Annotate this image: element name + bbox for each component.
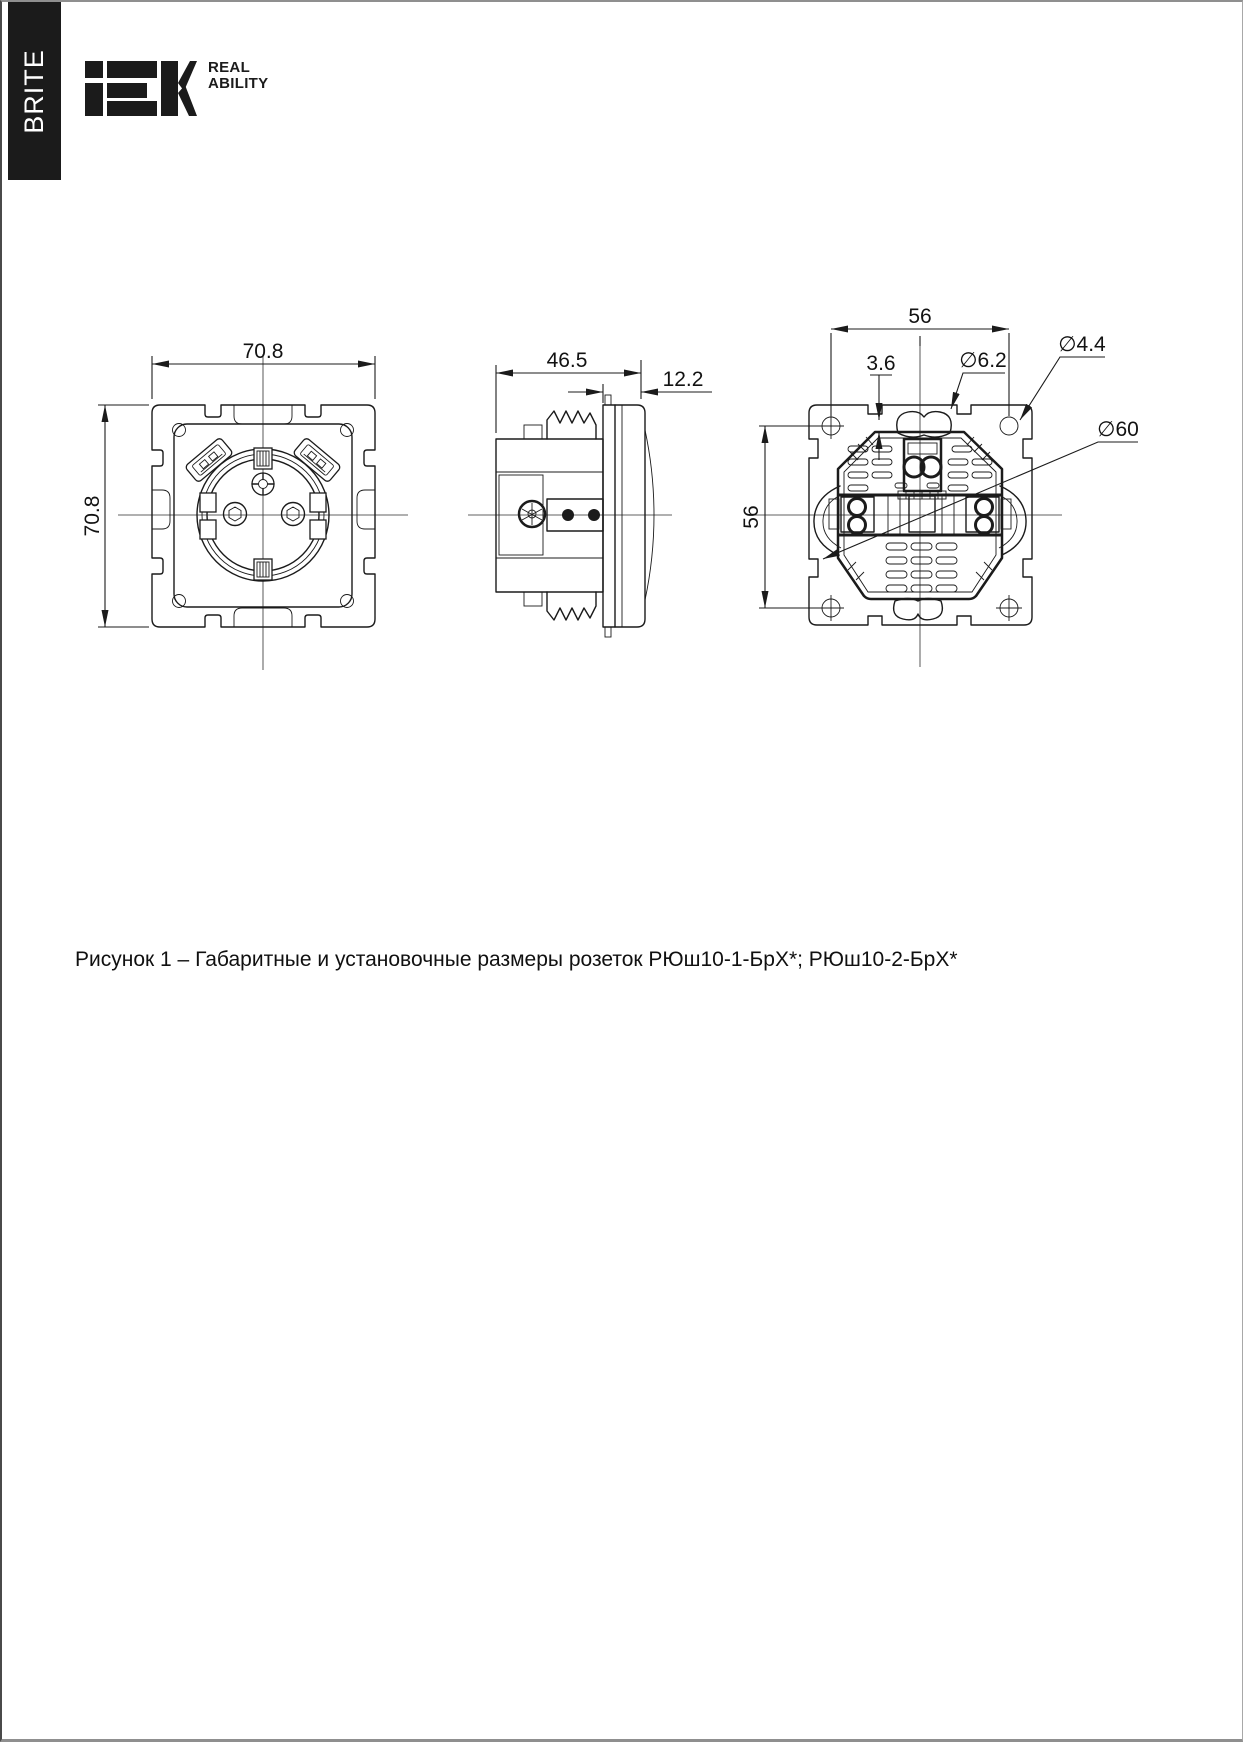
back-hspacing-label: 56 [908, 305, 932, 328]
side-projection-label: 12.2 [662, 368, 704, 391]
body-diameter-label: ∅60 [1097, 418, 1139, 441]
brand-tagline-line1: REAL [208, 59, 251, 76]
front-mounting-frame [152, 405, 375, 627]
front-centerlines [118, 354, 408, 670]
series-label: BRITE [19, 48, 50, 134]
side-depth-dimension [496, 349, 641, 433]
hole-diameter-label: ∅4.4 [1058, 333, 1106, 356]
center-screw [252, 473, 274, 495]
side-mechanism-body [496, 439, 603, 592]
side-view [468, 349, 712, 637]
top-lever-slot [897, 412, 952, 438]
front-view [81, 340, 408, 670]
back-centerlines [747, 338, 1062, 667]
bottom-lever-slot [894, 599, 943, 620]
back-vspacing-label: 56 [740, 505, 763, 529]
claw-offset-dimension [866, 352, 895, 460]
brand-tagline-line2: ABILITY [208, 75, 269, 92]
slot-diameter-leader [951, 349, 1007, 409]
side-claw-bottom [524, 592, 596, 620]
back-view [740, 305, 1139, 667]
pin-hole-right [282, 503, 305, 526]
slot-diameter-label: ∅6.2 [959, 349, 1007, 372]
figure-caption: Рисунок 1 – Габаритные и установочные размеры розеток РЮш10-1-БрХ*; РЮш10-2-БрХ* [75, 948, 958, 971]
technical-drawing [2, 2, 1243, 1742]
side-depth-label: 46.5 [546, 349, 588, 372]
front-height-dimension [81, 405, 149, 627]
mount-hole-top-right [1000, 417, 1018, 435]
claw-offset-label: 3.6 [866, 352, 896, 375]
side-screw [519, 501, 545, 527]
hole-diameter-leader [1020, 333, 1106, 420]
ground-contact-top [254, 448, 272, 469]
side-cover-profile [615, 405, 654, 627]
front-width-label: 70.8 [242, 340, 284, 363]
side-support-strip [603, 395, 615, 637]
ground-contact-bottom [254, 559, 272, 580]
lower-vents [886, 543, 957, 592]
mount-hole-bottom-right [996, 595, 1022, 621]
front-width-dimension [152, 340, 375, 399]
side-claw-top [524, 411, 596, 439]
front-height-label: 70.8 [81, 495, 104, 537]
pin-hole-left [224, 503, 247, 526]
body-diameter-leader [823, 418, 1139, 559]
